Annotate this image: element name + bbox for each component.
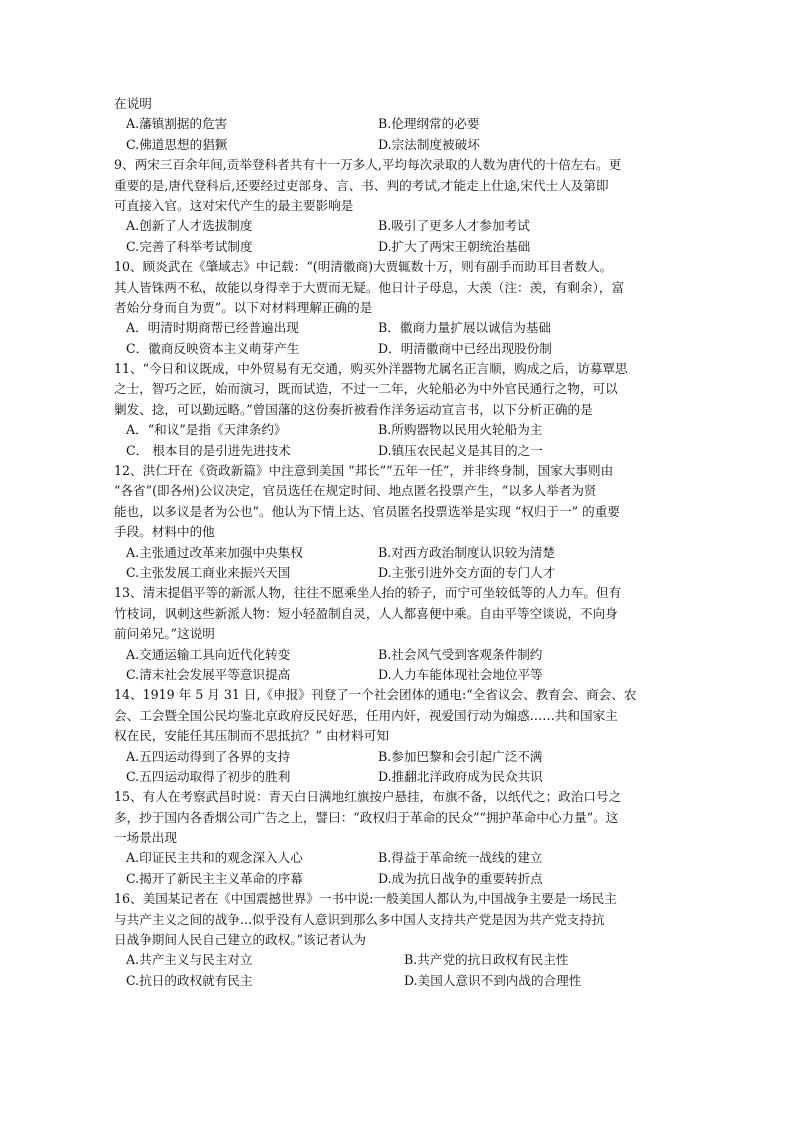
q8-option-a[interactable]: A.藩镇割据的危害 [126, 116, 228, 132]
exam-page [114, 94, 684, 991]
q13-options-row1 [114, 645, 684, 665]
q8-option-d[interactable]: D.宗法制度被破坏 [378, 136, 480, 152]
q13-option-b[interactable]: B.社会风气受到客观条件制约 [378, 646, 543, 662]
q15-option-a[interactable]: A.印证民主共和的观念深入人心 [126, 850, 303, 866]
q10-options-row2 [114, 339, 684, 359]
q9-options-row1 [114, 216, 684, 236]
q15-stem-line: 多，抄于国内各香烟公司广告之上，譬曰：“政权归于革命的民众”“拥护革命中心力量”。这 [114, 809, 619, 825]
q8-stem-tail: 在说明 [114, 96, 152, 111]
q15-options-row2 [114, 869, 684, 889]
q12-stem-line: 12、洪仁玕在《资政新篇》中注意到美国 “邦长”“五年一任”，并非终身制，国家大事则由 [114, 463, 614, 479]
q9-option-a[interactable]: A.创新了人才选拔制度 [126, 218, 253, 234]
q14-stem-line: 14、1919 年 5 月 31 日,《申报》刊登了一个社会团体的通电:“全省议会、教育会、商会、农 [114, 687, 637, 703]
q14-option-c[interactable]: C.五四运动取得了初步的胜利 [126, 768, 291, 784]
q15-options-row1 [114, 848, 684, 868]
q8-options-row2 [114, 135, 684, 155]
q10-option-a[interactable]: A．明清时期商帮已经普遍出现 [126, 320, 299, 336]
q10-options-row1 [114, 318, 684, 338]
q11-options-row2 [114, 441, 684, 461]
q11-options-row1 [114, 420, 684, 440]
q16-option-d[interactable]: D.美国人意识不到内战的合理性 [404, 972, 582, 988]
q14-option-b[interactable]: B.参加巴黎和会引起广泛不满 [378, 748, 543, 764]
q12-stem-line: 能也，以多议是者为公也”。他认为下情上达、官员匿名投票选举是实现 “权归于一” 的重要 [114, 503, 620, 519]
q13-stem-line: 前问弟兄。”这说明 [114, 626, 215, 642]
q14-options-row1 [114, 747, 684, 767]
q16-stem-line: 16、美国某记者在《中国震撼世界》一书中说:一般美国人都认为,中国战争主要是一场民主 [114, 891, 617, 907]
q11-option-c[interactable]: C． 根本目的是引进先进技术 [126, 442, 291, 458]
q10-stem-line: 者始分身而自为贾”。以下对材料理解正确的是 [114, 299, 373, 315]
q11-option-d[interactable]: D.镇压农民起义是其目的之一 [378, 442, 543, 458]
q16-option-a[interactable]: A.共产主义与民主对立 [126, 952, 253, 968]
q10-stem-line: 10、顾炎武在《肇域志》中记载：“(明清徽商)大贾辄数十万，则有副手而助耳目者数人。 [114, 259, 613, 275]
q8-options-row1 [114, 114, 684, 134]
q11-stem-line: 11、“今日和议既成，中外贸易有无交通，购买外洋器物尤属名正言顺，购成之后，访募覃思 [114, 361, 628, 377]
q9-option-b[interactable]: B.吸引了更多人才参加考试 [378, 218, 530, 234]
q13-stem-line: 竹枝词，讽刺这些新派人物：短小轻盈制自灵，人人都喜便中乘。自由平等空谈说，不向身 [114, 605, 618, 621]
q13-option-a[interactable]: A.交通运输工具向近代化转变 [126, 646, 291, 662]
q16-stem-line: 日战争期间人民自己建立的政权。”该记者认为 [114, 932, 367, 948]
q9-option-c[interactable]: C.完善了科举考试制度 [126, 238, 253, 254]
q15-option-d[interactable]: D.成为抗日战争的重要转折点 [378, 870, 543, 886]
q15-option-b[interactable]: B.得益于革命统一战线的建立 [378, 850, 543, 866]
q14-option-a[interactable]: A.五四运动得到了各界的支持 [126, 748, 291, 764]
q11-stem-line: 之士，智巧之匠，始而演习，既而试造，不过一二年，火轮船必为中外官民通行之物，可以 [114, 381, 618, 397]
q16-stem-line: 与共产主义之间的战争...似乎没有人意识到那么多中国人支持共产党是因为共产党支持抗 [114, 911, 605, 927]
q15-stem-line: 15、有人在考察武昌时说：青天白日满地红旗按户悬挂，布旗不备，以纸代之；政治口号之 [114, 789, 622, 805]
q11-option-b[interactable]: B.所购器物以民用火轮船为主 [378, 422, 543, 438]
q16-options-row1 [114, 950, 684, 970]
q12-option-a[interactable]: A.主张通过改革来加强中央集权 [126, 544, 303, 560]
q13-option-c[interactable]: C.清末社会发展平等意识提高 [126, 666, 291, 682]
q12-stem-line: “各省”(即各州)公议决定，官员选任在规定时间、地点匿名投票产生，“以多人举者为贤 [114, 483, 597, 499]
q12-option-d[interactable]: D.主张引进外交方面的专门人才 [378, 564, 556, 580]
q10-option-d[interactable]: D．明清徽商中已经出现股份制 [378, 340, 552, 356]
q13-stem-line: 13、清末提倡平等的新派人物，往往不愿乘坐人抬的轿子，而宁可坐较低等的人力车。但有 [114, 585, 622, 601]
q16-options-row2 [114, 971, 684, 991]
q16-option-b[interactable]: B.共产党的抗日政权有民主性 [404, 952, 569, 968]
q9-options-row2 [114, 237, 684, 257]
q14-stem-line: 权在民，安能任其压制而不思抵抗？” 由材料可知 [114, 728, 389, 744]
q13-options-row2 [114, 665, 684, 685]
q9-option-d[interactable]: D.扩大了两宋王朝统治基础 [378, 238, 531, 254]
q12-stem-line: 手段。材料中的他 [114, 524, 215, 540]
q12-options-row1 [114, 543, 684, 563]
q12-options-row2 [114, 563, 684, 583]
q10-option-b[interactable]: B．徽商力量扩展以诚信为基础 [378, 320, 551, 336]
q10-option-c[interactable]: C．徽商反映资本主义萌芽产生 [126, 340, 300, 356]
q11-option-a[interactable]: A．“和议”是指《天津条约》 [126, 422, 287, 438]
q14-option-d[interactable]: D.推翻北洋政府成为民众共识 [378, 768, 543, 784]
q15-stem-line: 一场景出现 [114, 830, 177, 846]
q12-option-c[interactable]: C.主张发展工商业来振兴天国 [126, 564, 291, 580]
q9-stem-line: 9、两宋三百余年间,贡举登科者共有十一万多人,平均每次录取的人数为唐代的十倍左右。更 [114, 157, 622, 173]
q15-option-c[interactable]: C.揭开了新民主主义革命的序幕 [126, 870, 303, 886]
q14-options-row2 [114, 767, 684, 787]
q11-stem-line: 剿发、捻，可以勤远略。”曾国藩的这份奏折被看作洋务运动宣言书，以下分析正确的是 [114, 401, 593, 417]
q8-option-b[interactable]: B.伦理纲常的必要 [378, 116, 480, 132]
q8-option-c[interactable]: C.佛道思想的猖獗 [126, 136, 228, 152]
q9-stem-line: 重要的是,唐代登科后,还要经过吏部身、言、书、判的考试,才能走上仕途,宋代士人及第即 [114, 177, 609, 193]
q12-option-b[interactable]: B.对西方政治制度认识较为清楚 [378, 544, 555, 560]
q9-stem-line: 可直接入官。这对宋代产生的最主要影响是 [114, 197, 354, 213]
q13-option-d[interactable]: D.人力车能体现社会地位平等 [378, 666, 543, 682]
q10-stem-line: 其人皆铢两不私，故能以身得幸于大贾而无疑。他日计子母息，大羡（注：羡，有剩余），富 [114, 279, 625, 295]
q16-option-c[interactable]: C.抗日的政权就有民主 [126, 972, 253, 988]
q14-stem-line: 会、工会暨全国公民均鉴北京政府反民好恶，任用内奸，视爱国行动为煽惑……共和国家主 [114, 707, 618, 723]
